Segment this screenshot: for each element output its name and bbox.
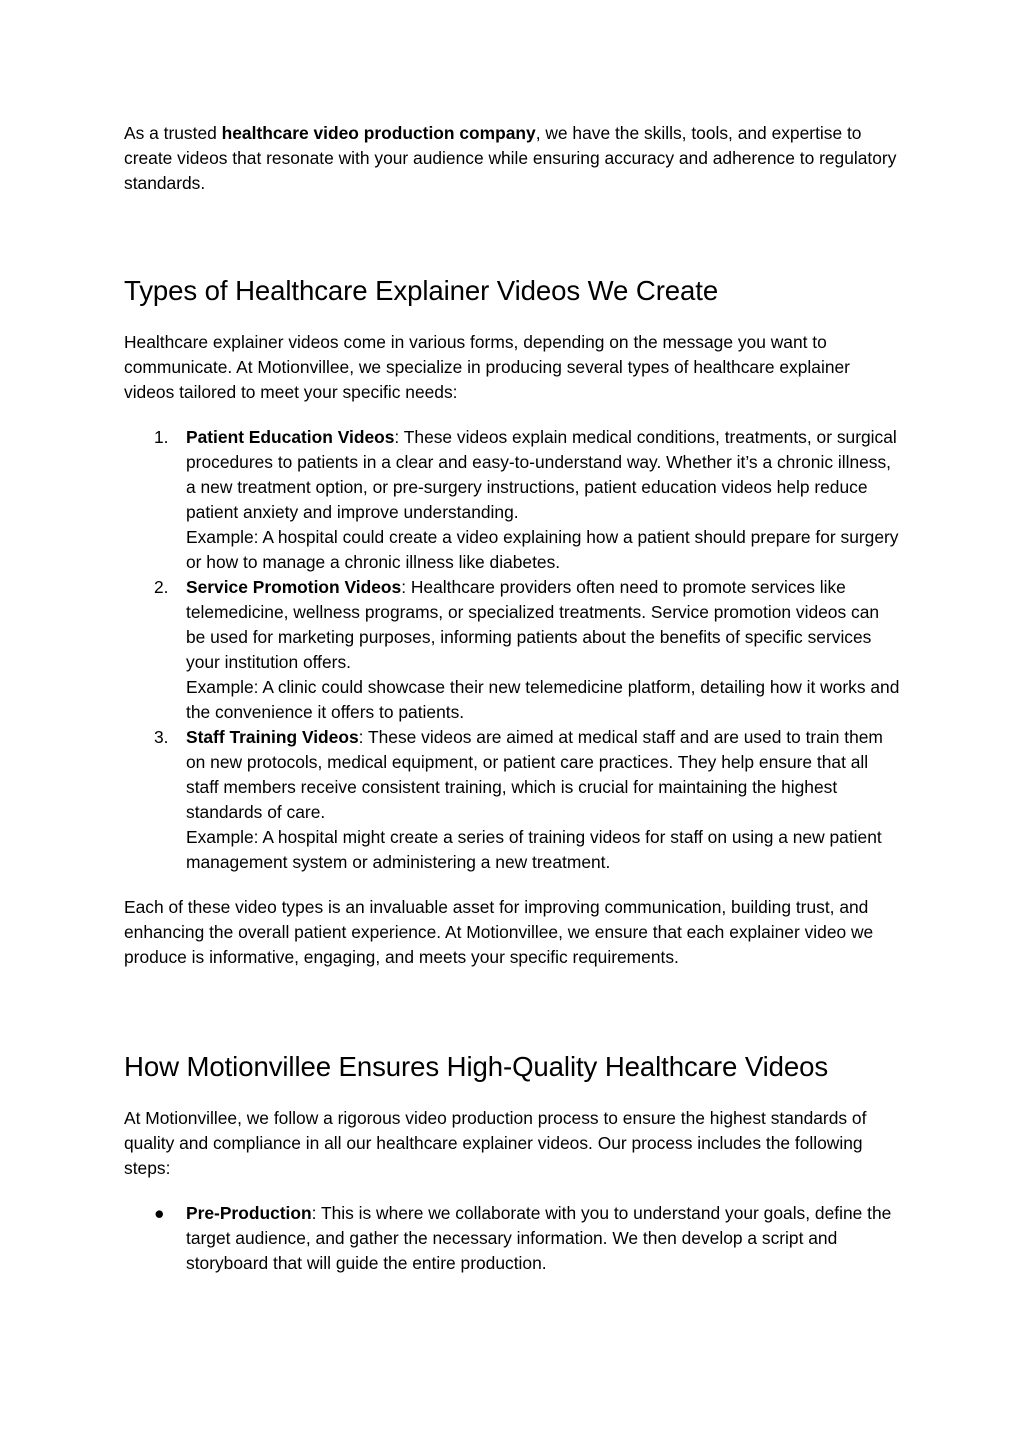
list-number: 3. xyxy=(154,727,169,747)
list-item-service-promotion xyxy=(124,575,902,725)
quality-heading: How Motionvillee Ensures High-Quality Healthcare Videos xyxy=(124,1051,829,1082)
list-item-patient-education xyxy=(124,425,902,575)
types-closing-paragraph: Each of these video types is an invaluable asset for improving communication, building trust, and enhancing the overall patient experience. At Motionvillee, we ensure that each explainer video we produce is informative, engaging, and meets your specific requirements. xyxy=(124,897,874,967)
list-item-example: Example: A hospital could create a video explaining how a patient should prepare for surgery or how to manage a chronic illness like diabetes. xyxy=(186,527,899,572)
list-item-text: : Healthcare providers often need to promote services like telemedicine, wellness programs, or specialized treatments. Service promotion videos can be used for marketing purposes, informing patients about the benefits of specific services your institution offers. xyxy=(186,577,880,672)
quality-intro-paragraph: At Motionvillee, we follow a rigorous video production process to ensure the highest standards of quality and compliance in all our healthcare explainer videos. Our process includes the following steps: xyxy=(124,1108,867,1178)
intro-suffix: , we have the skills, tools, and expertise to create videos that resonate with your audience while ensuring accuracy and adherence to regulatory standards. xyxy=(124,123,897,193)
list-number: 2. xyxy=(154,577,169,597)
list-item-pre-production xyxy=(124,1201,902,1276)
list-item-title: Service Promotion Videos xyxy=(186,577,402,597)
list-number: 1. xyxy=(154,427,169,447)
list-item-example: Example: A clinic could showcase their new telemedicine platform, detailing how it works and the convenience it offers to patients. xyxy=(186,677,900,722)
list-item-text: : This is where we collaborate with you to understand your goals, define the target audience, and gather the necessary information. We then develop a script and storyboard that will guide the entire production. xyxy=(186,1203,892,1273)
bullet-icon: ● xyxy=(154,1203,165,1223)
list-item-title: Staff Training Videos xyxy=(186,727,359,747)
document-page xyxy=(124,121,902,1276)
intro-bold-phrase: healthcare video production company xyxy=(221,123,536,143)
list-item-staff-training xyxy=(124,725,902,875)
intro-prefix: As a trusted xyxy=(124,123,222,143)
types-heading: Types of Healthcare Explainer Videos We Create xyxy=(124,275,719,306)
types-list xyxy=(124,425,902,875)
intro-paragraph xyxy=(124,121,902,196)
list-item-title: Pre-Production xyxy=(186,1203,312,1223)
list-item-text: : These videos are aimed at medical staff and are used to train them on new protocols, medical equipment, or patient care practices. They help ensure that all staff members receive consistent training, which is crucial for maintaining the highest standards of care. xyxy=(186,727,883,822)
list-item-text: : These videos explain medical conditions, treatments, or surgical procedures to patients in a clear and easy-to-understand way. Whether it’s a chronic illness, a new treatment option, or pre-surgery instructions, patient education videos help reduce patient anxiety and improve understanding. xyxy=(186,427,897,522)
types-intro-paragraph: Healthcare explainer videos come in various forms, depending on the message you want to communicate. At Motionvillee, we specialize in producing several types of healthcare explainer videos tailored to meet your specific needs: xyxy=(124,332,850,402)
list-item-example: Example: A hospital might create a series of training videos for staff on using a new patient management system or administering a new treatment. xyxy=(186,827,882,872)
list-item-title: Patient Education Videos xyxy=(186,427,395,447)
steps-list xyxy=(124,1201,902,1276)
